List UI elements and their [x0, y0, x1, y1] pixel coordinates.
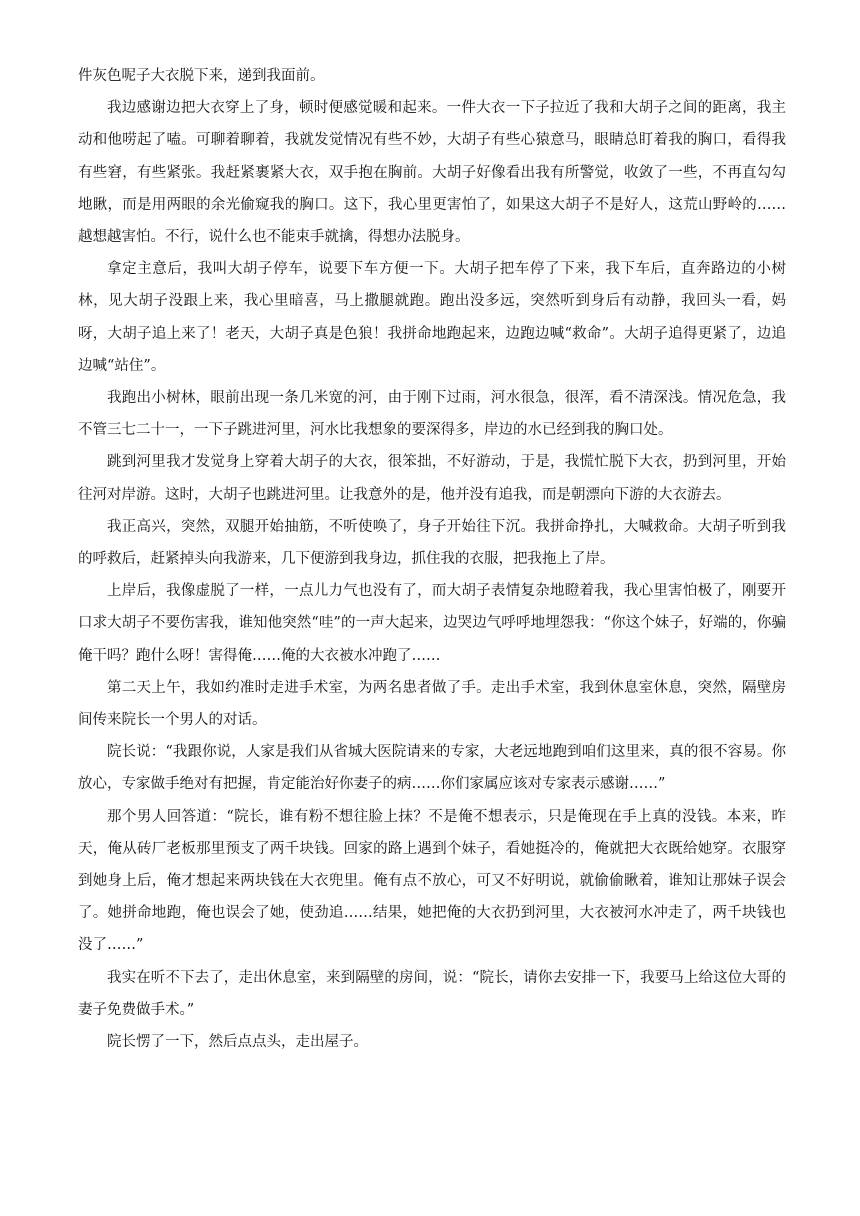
paragraph: 我实在听不下去了，走出休息室，来到隔壁的房间，说：“院长，请你去安排一下，我要马上给这位大哥的妻子免费做手术。”: [78, 969, 786, 1018]
paragraph: 院长愣了一下，然后点点头，走出屋子。: [107, 1034, 368, 1051]
paragraph-continuation: 件灰色呢子大衣脱下来，递到我面前。: [78, 68, 325, 84]
paragraph: 我正高兴，突然，双腿开始抽筋，不听使唤了，身子开始往下沉。我拼命挣扎，大喊救命。大胡子听到我的呼救后，赶紧掉头向我游来，几下便游到我身边，抓住我的衣服，把我拖上了岸。: [78, 518, 786, 568]
paragraph: 上岸后，我像虚脱了一样，一点儿力气也没有了，而大胡子表情复杂地瞪着我，我心里害怕极了，刚要开口求大胡子不要伤害我，谁知他突然“哇”的一声大起来，边哭边气呼呼地埋怨我：“你这个妹子，好端的，你骗俺干吗？跑什么呀！害得俺……俺的大衣被水冲跑了……: [78, 583, 786, 664]
article-body: [78, 60, 786, 1058]
paragraph: 我边感谢边把大衣穿上了身，顿时便感觉暖和起来。一件大衣一下子拉近了我和大胡子之间的距离，我主动和他唠起了嗑。可聊着聊着，我就发觉情况有些不妙，大胡子有些心猿意马，眼睛总盯着我的胸口，看得我有些窘，有些紧张。我赶紧裹紧大衣，双手抱在胸前。大胡子好像看出我有所警觉，收敛了一些，不再直勾勾地瞅，而是用两眼的余光偷窥我的胸口。这下，我心里更害怕了，如果这大胡子不是好人，这荒山野岭的……越想越害怕。不行，说什么也不能束手就擒，得想办法脱身。: [78, 100, 786, 246]
paragraph: 第二天上午，我如约准时走进手术室，为两名患者做了手。走出手术室，我到休息室休息，突然，隔壁房间传来院长一个男人的对话。: [78, 679, 786, 729]
paragraph: 拿定主意后，我叫大胡子停车，说要下车方便一下。大胡子把车停了下来，我下车后，直奔路边的小树林，见大胡子没跟上来，我心里暗喜，马上撒腿就跑。跑出没多远，突然听到身后有动静，我回头一看，妈呀，大胡子追上来了！老天，大胡子真是色狼！我拼命地跑起来，边跑边喊“救命”。大胡子追得更紧了，边追边喊“站住”。: [78, 261, 786, 374]
paragraph: 那个男人回答道：“院长，谁有粉不想往脸上抹？不是俺不想表示，只是俺现在手上真的没钱。本来，昨天，俺从砖厂老板那里预支了两千块钱。回家的路上遇到个妹子，看她挺冷的，俺就把大衣既给她穿。衣服穿到她身上后，俺才想起来两块钱在大衣兜里。俺有点不放心，可又不好明说，就偷偷瞅着，谁知让那妹子误会了。她拼命地跑，俺也误会了她，使劲追……结果，她把俺的大衣扔到河里，大衣被河水冲走了，两千块钱也没了……”: [78, 808, 786, 954]
paragraph: 跳到河里我才发觉身上穿着大胡子的大衣，很笨拙，不好游动，于是，我慌忙脱下大衣，扔到河里，开始往河对岸游。这时，大胡子也跳进河里。让我意外的是，他并没有追我，而是朝漂向下游的大衣游去。: [78, 454, 786, 503]
paragraph: 院长说：“我跟你说，人家是我们从省城大医院请来的专家，大老远地跑到咱们这里来，真的很不容易。你放心，专家做手绝对有把握，肯定能治好你妻子的病……你们家属应该对专家表示感谢……”: [78, 744, 786, 793]
paragraph: 我跑出小树林，眼前出现一条几米宽的河，由于刚下过雨，河水很急，很浑，看不清深浅。情况危急，我不管三七二十一，一下子跳进河里，河水比我想象的要深得多，岸边的水已经到我的胸口处。: [78, 390, 786, 439]
